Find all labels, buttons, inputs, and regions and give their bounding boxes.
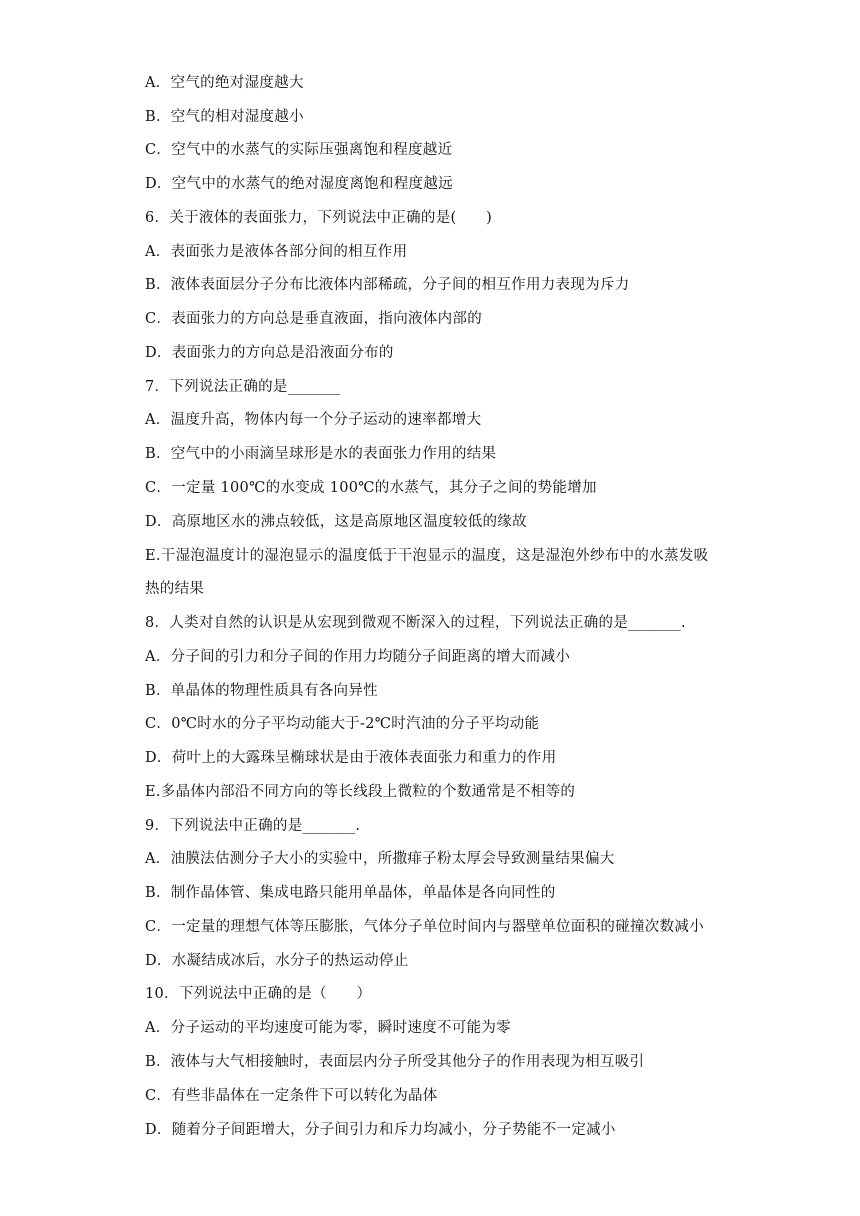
q6-option-c: C．表面张力的方向总是垂直液面，指向液体内部的 [145,311,482,327]
q10-stem: 10．下列说法中正确的是（ ） [145,986,372,1002]
q7-option-c: C．一定量 100℃的水变成 100℃的水蒸气，其分子之间的势能增加 [145,480,597,496]
q9-stem: 9．下列说法中正确的是_______. [145,818,361,834]
q7-stem: 7．下列说法正确的是_______ [145,379,341,395]
q8-option-c: C．0℃时水的分子平均动能大于-2℃时汽油的分子平均动能 [145,716,540,732]
q7-option-a: A．温度升高，物体内每一个分子运动的速率都增大 [145,412,482,428]
q5-option-c: C．空气中的水蒸气的实际压强离饱和程度越近 [145,142,453,158]
q8-stem: 8．人类对自然的认识是从宏现到微观不断深入的过程，下列说法正确的是_______. [145,615,686,631]
q9-option-c: C．一定量的理想气体等压膨胀，气体分子单位时间内与器壁单位面积的碰撞次数减小 [145,919,704,935]
q7-option-b: B．空气中的小雨滴呈球形是水的表面张力作用的结果 [145,446,497,462]
q8-option-e: E.多晶体内部沿不同方向的等长线段上微粒的个数通常是不相等的 [145,784,576,800]
q5-option-d: D．空气中的水蒸气的绝对湿度离饱和程度越远 [145,176,453,192]
q9-option-d: D．水凝结成冰后，水分子的热运动停止 [145,953,409,969]
q8-option-a: A．分子间的引力和分子间的作用力均随分子间距离的增大而减小 [145,649,571,665]
q10-option-c: C．有些非晶体在一定条件下可以转化为晶体 [145,1088,438,1104]
q6-stem: 6．关于液体的表面张力，下列说法中正确的是( ) [145,210,493,226]
q6-option-a: A．表面张力是液体各部分间的相互作用 [145,244,408,260]
q8-option-d: D．荷叶上的大露珠呈椭球状是由于液体表面张力和重力的作用 [145,750,557,766]
q10-option-b: B．液体与大气相接触时，表面层内分子所受其他分子的作用表现为相互吸引 [145,1054,645,1070]
q7-option-e-cont: 热的结果 [145,581,205,597]
q6-option-b: B．液体表面层分子分布比液体内部稀疏，分子间的相互作用力表现为斥力 [145,277,630,293]
q5-option-b: B．空气的相对湿度越小 [145,109,304,125]
q6-option-d: D．表面张力的方向总是沿液面分布的 [145,345,394,361]
q9-option-b: B．制作晶体管、集成电路只能用单晶体，单晶体是各向同性的 [145,885,556,901]
q8-option-b: B．单晶体的物理性质具有各向异性 [145,683,378,699]
q10-option-d: D．随着分子间距增大，分子间引力和斥力均减小，分子势能不一定减小 [145,1122,616,1138]
q10-option-a: A．分子运动的平均速度可能为零，瞬时速度不可能为零 [145,1020,511,1036]
q9-option-a: A．油膜法估测分子大小的实验中，所撒痱子粉太厚会导致测量结果偏大 [145,851,615,867]
q7-option-d: D．高原地区水的沸点较低，这是高原地区温度较低的缘故 [145,514,527,530]
q7-option-e: E.干湿泡温度计的湿泡显示的温度低于干泡显示的温度，这是湿泡外纱布中的水蒸发吸 [145,548,709,564]
q5-option-a: A．空气的绝对湿度越大 [145,75,304,91]
